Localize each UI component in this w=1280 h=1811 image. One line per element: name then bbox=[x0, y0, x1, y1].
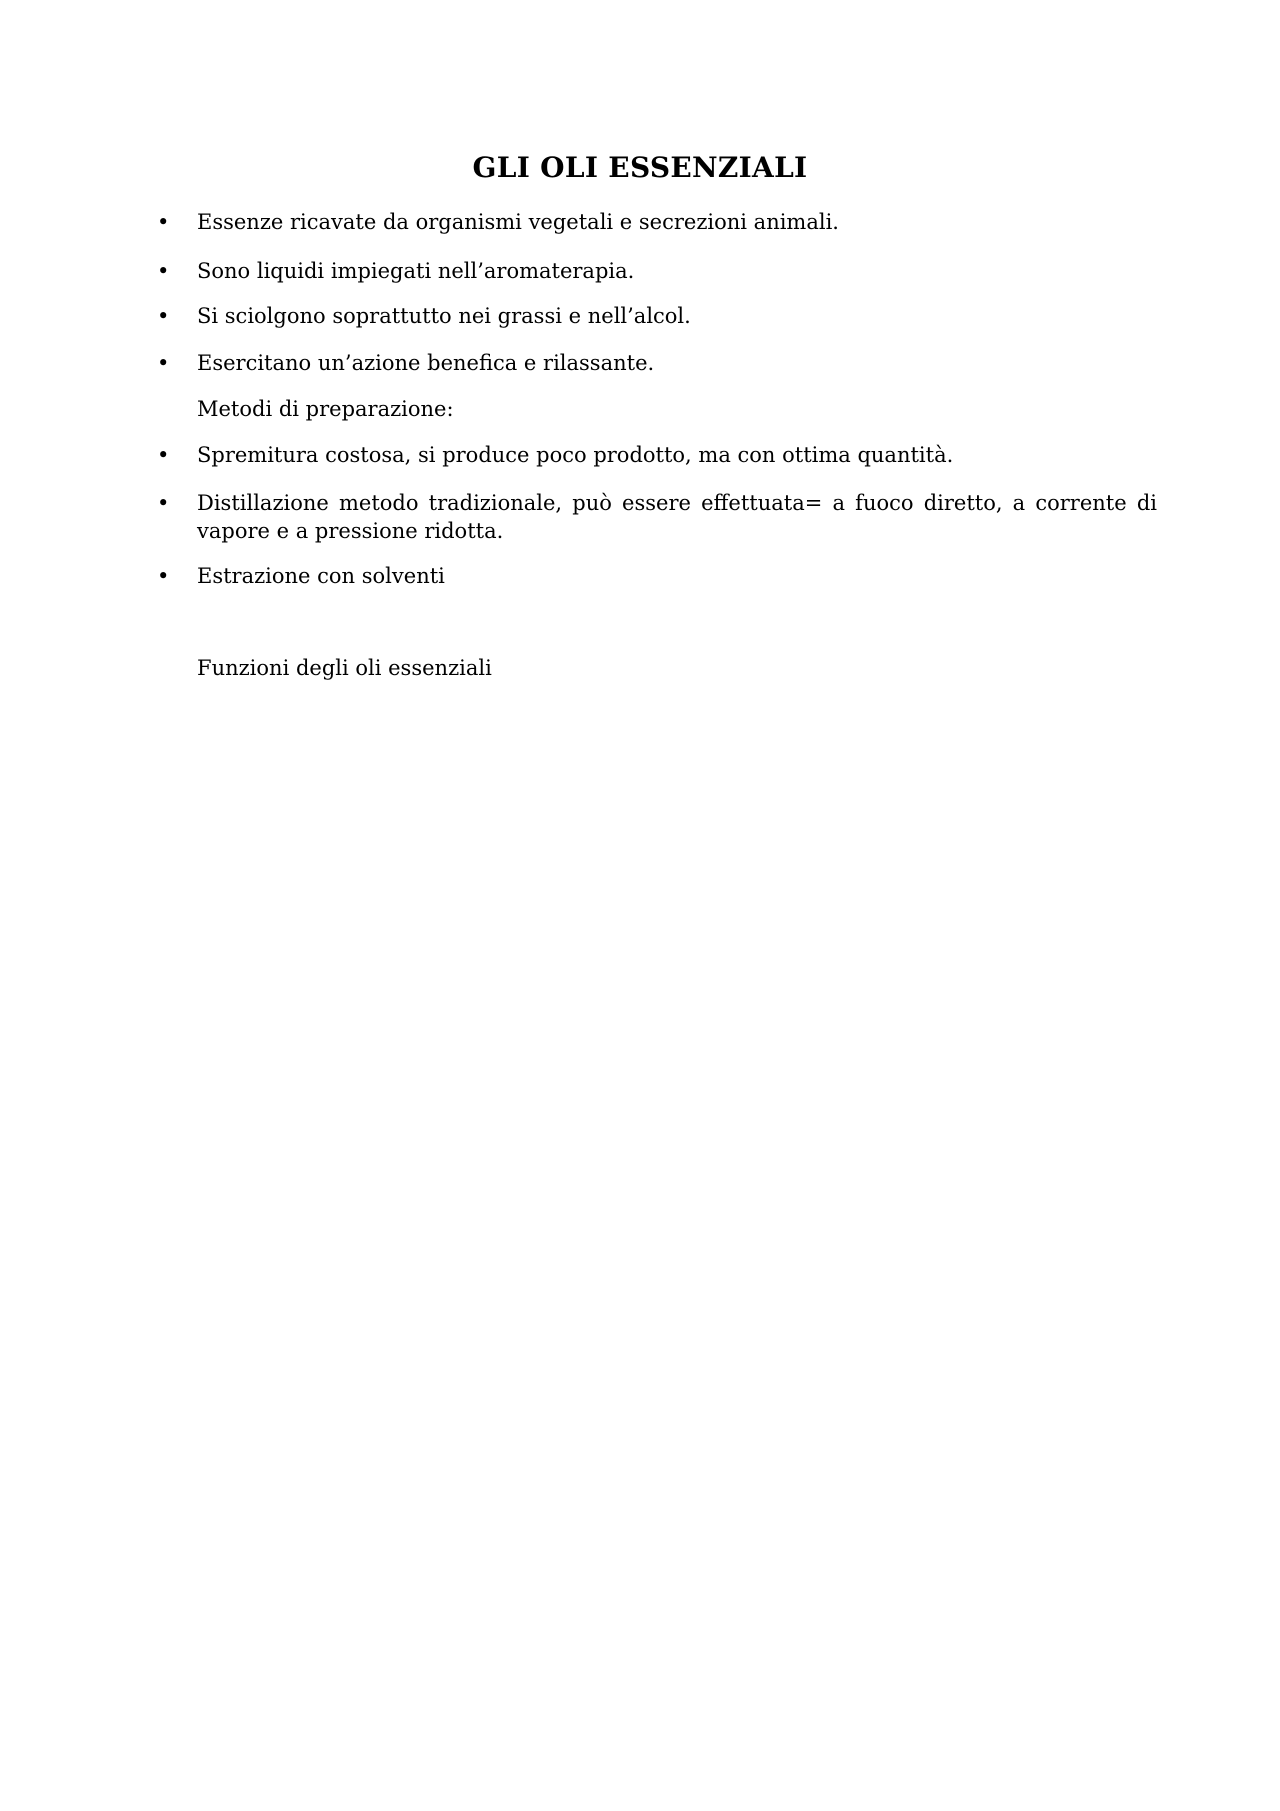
functions-heading: Funzioni degli oli essenziali bbox=[197, 656, 492, 680]
list-item: Essenze ricavate da organismi vegetali e secrezioni animali. bbox=[197, 210, 839, 234]
bullet-icon: • bbox=[157, 210, 170, 234]
methods-heading: Metodi di preparazione: bbox=[197, 397, 454, 421]
method-item: Distillazione metodo tradizionale, può essere effettuata= a fuoco diretto, a corrente di vapore e a pressione ridotta. bbox=[197, 491, 1157, 543]
method-item: Spremitura costosa, si produce poco prodotto, ma con ottima quantità. bbox=[197, 443, 954, 467]
list-item: Si sciolgono soprattutto nei grassi e nell’alcol. bbox=[197, 304, 691, 328]
bullet-icon: • bbox=[157, 443, 170, 467]
page-title: GLI OLI ESSENZIALI bbox=[472, 151, 808, 184]
method-item: Estrazione con solventi bbox=[197, 564, 445, 588]
bullet-icon: • bbox=[157, 304, 170, 328]
bullet-icon: • bbox=[157, 351, 170, 375]
bullet-icon: • bbox=[157, 564, 170, 588]
bullet-icon: • bbox=[157, 491, 170, 515]
bullet-icon: • bbox=[157, 259, 170, 283]
list-item: Esercitano un’azione benefica e rilassante. bbox=[197, 351, 655, 375]
list-item: Sono liquidi impiegati nell’aromaterapia. bbox=[197, 259, 635, 283]
